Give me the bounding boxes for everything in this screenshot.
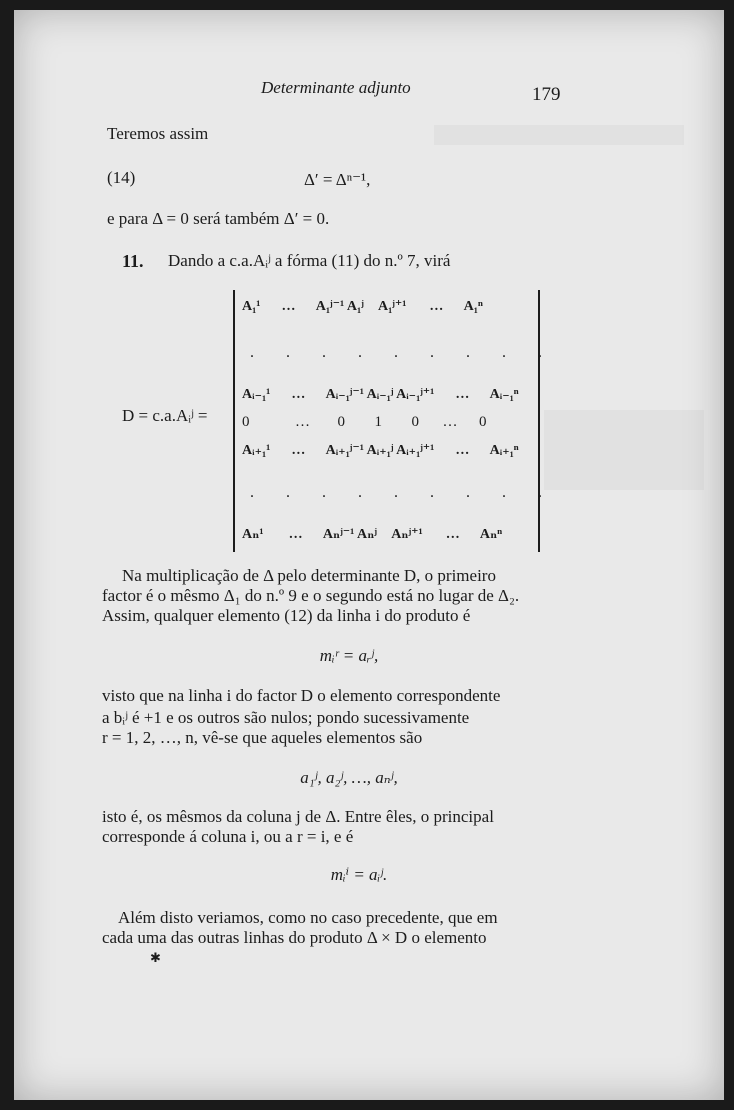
paragraph-line: visto que na linha i do factor D o elemento correspondente — [102, 686, 501, 705]
matrix-cell: … — [455, 387, 470, 402]
matrix-dots-row: . . . . . . . . . — [250, 344, 556, 361]
matrix-row — [242, 298, 483, 315]
matrix-cell: 0 — [337, 414, 345, 430]
matrix-cell: … — [295, 414, 310, 430]
show-through — [544, 410, 704, 490]
matrix-cell: Aₙ¹ — [242, 527, 264, 542]
matrix-cell: 1 — [374, 414, 382, 430]
asterisk-icon: ✱ — [150, 950, 161, 965]
matrix-cell: Aᵢ₊₁ʲ⁻¹ Aᵢ₊₁ʲ Aᵢ₊₁ʲ⁺¹ — [325, 443, 435, 458]
paragraph-line: corresponde á coluna i, ou a r = i, e é — [102, 827, 354, 846]
matrix-cell: Aᵢ₊₁¹ — [242, 443, 271, 458]
paragraph-line: factor é o mêsmo Δ₁ do n.º 9 e o segundo está no lugar de Δ₂. — [102, 586, 520, 605]
book-page — [14, 10, 724, 1100]
matrix-cell: … — [445, 527, 460, 542]
equation-14: Δ′ = Δⁿ⁻¹, — [304, 170, 371, 189]
paragraph-line: Teremos assim — [107, 124, 209, 143]
matrix-cell: … — [288, 527, 303, 542]
matrix-cell: … — [291, 443, 306, 458]
matrix-dots-row: . . . . . . . . . — [250, 484, 556, 501]
matrix-row — [242, 386, 519, 403]
matrix-cell: Aₙʲ⁺¹ — [391, 527, 423, 542]
equation-m: mᵢʳ = aᵣʲ, — [319, 646, 379, 665]
page-number: 179 — [532, 84, 561, 105]
running-head: Determinante adjunto — [261, 78, 411, 97]
determinant-right-bar — [538, 290, 540, 552]
matrix-cell: A₁¹ — [242, 299, 261, 314]
matrix-cell: … — [429, 299, 444, 314]
matrix-lhs: D = c.a.Aᵢʲ = — [122, 406, 208, 425]
matrix-cell: Aᵢ₋₁ⁿ — [489, 387, 519, 402]
paragraph-line: Além disto veriamos, como no caso precedente, que em — [118, 908, 498, 927]
paragraph-line: a bᵢʲ é +1 e os outros são nulos; pondo sucessivamente — [102, 708, 470, 727]
determinant-left-bar — [233, 290, 235, 552]
matrix-cell: Aₙʲ⁻¹ Aₙʲ — [322, 527, 377, 542]
matrix-row — [242, 414, 487, 431]
matrix-cell: Aᵢ₋₁ʲ⁻¹ Aᵢ₋₁ʲ Aᵢ₋₁ʲ⁺¹ — [325, 387, 435, 402]
matrix-cell: 0 — [242, 414, 250, 430]
matrix-row — [242, 442, 519, 459]
matrix-cell: A₁ʲ⁺¹ — [377, 299, 407, 314]
equation-label: (14) — [107, 168, 136, 187]
paragraph-line: isto é, os mêsmos da coluna j de Δ. Entre êles, o principal — [102, 807, 494, 826]
paragraph-line: r = 1, 2, …, n, vê-se que aqueles elementos são — [102, 728, 423, 747]
equation-mii: mᵢⁱ = aᵢʲ. — [330, 865, 388, 884]
paragraph-line: cada uma das outras linhas do produto Δ × D o elemento — [102, 928, 487, 947]
paragraph-line: e para Δ = 0 será também Δ′ = 0. — [107, 209, 330, 228]
matrix-cell: … — [455, 443, 470, 458]
matrix-cell: Aᵢ₋₁¹ — [242, 387, 271, 402]
section-text: Dando a c.a.Aᵢʲ a fórma (11) do n.º 7, virá — [168, 251, 451, 270]
matrix-cell: 0 — [411, 414, 419, 430]
paragraph-line: Na multiplicação de Δ pelo determinante D, o primeiro — [122, 566, 496, 585]
show-through — [434, 125, 684, 145]
paragraph-line: Assim, qualquer elemento (12) da linha i do produto é — [102, 606, 471, 625]
equation-a: a₁ʲ, a₂ʲ, …, aₙʲ, — [300, 768, 398, 787]
matrix-cell: A₁ⁿ — [463, 299, 483, 314]
matrix-cell: … — [291, 387, 306, 402]
matrix-cell: Aₙⁿ — [479, 527, 503, 542]
matrix-cell: … — [281, 299, 296, 314]
section-number: 11. — [122, 251, 144, 271]
matrix-cell: Aᵢ₊₁ⁿ — [489, 443, 519, 458]
matrix-cell: A₁ʲ⁻¹ A₁ʲ — [315, 299, 364, 314]
matrix-cell: … — [442, 414, 458, 430]
matrix-cell: 0 — [479, 414, 487, 430]
matrix-row — [242, 526, 502, 543]
